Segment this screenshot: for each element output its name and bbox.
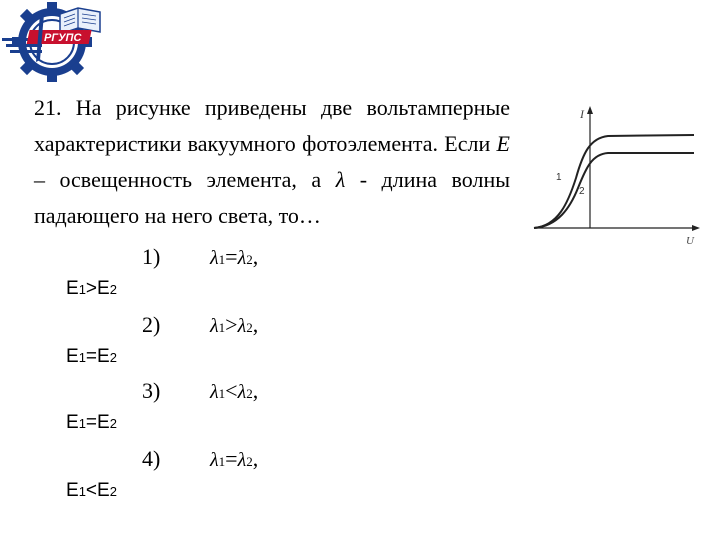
option-number: 2) [142, 312, 161, 337]
option-number: 4) [142, 446, 161, 471]
y-axis-arrow [587, 106, 593, 114]
logo-text: РГУПС [44, 32, 82, 44]
e-symbol: E [496, 131, 510, 156]
option-number: 3) [142, 378, 161, 403]
y-axis-label: I [580, 107, 584, 121]
question-body-2: – освещенность элемента, а [34, 167, 322, 192]
option-2-illumination[interactable]: E1=E2 [66, 346, 117, 367]
rgups-logo [0, 0, 120, 90]
option-1-lambda[interactable]: 1) λ1=λ2, [142, 244, 259, 269]
option-3-lambda[interactable]: 3) λ1<λ2, [142, 378, 259, 403]
option-number: 1) [142, 244, 161, 269]
iv-characteristics-graph [528, 98, 708, 246]
option-4-lambda[interactable]: 4) λ1=λ2, [142, 446, 259, 471]
x-axis-label: U [686, 235, 694, 246]
curve-1-label: 1 [556, 172, 562, 183]
question-number: 21. [34, 95, 62, 120]
curve-2-label: 2 [579, 186, 585, 197]
option-1-illumination[interactable]: E1>E2 [66, 278, 117, 299]
lambda-symbol: λ [335, 167, 346, 192]
option-2-lambda[interactable]: 2) λ1>λ2, [142, 312, 259, 337]
option-4-illumination[interactable]: E1<E2 [66, 480, 117, 501]
x-axis-arrow [692, 225, 700, 231]
option-3-illumination[interactable]: E1=E2 [66, 412, 117, 433]
question-body-1: На рисунке приведены две вольтамперные характеристики вакуумного фотоэлемента. Если [34, 95, 511, 156]
question-text [34, 90, 510, 234]
question-body-3: - длина волны падающего на него света, то… [34, 167, 511, 228]
